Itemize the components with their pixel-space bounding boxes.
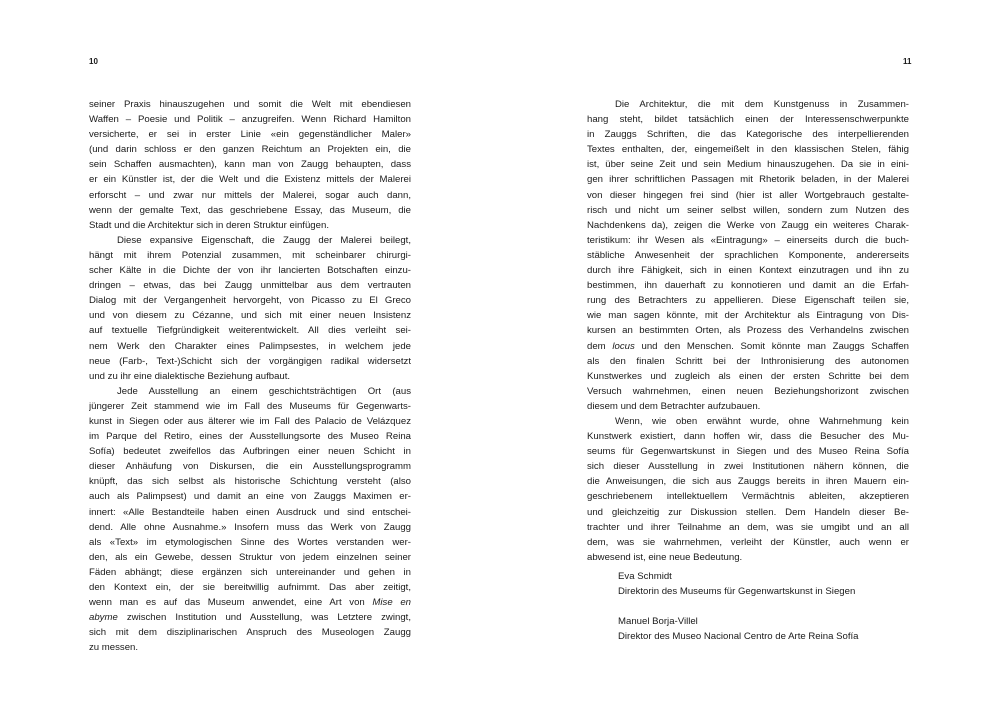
text-line: abyme zwischen Institution und Ausstellung, was Letztere zwingt, bbox=[89, 612, 411, 624]
text-line: sein Schaffen ausmachten), kann man von Zaugg behaupten, dass bbox=[89, 159, 411, 171]
text-line: Diese expansive Eigenschaft, die Zaugg der Malerei beilegt, bbox=[117, 234, 411, 246]
right-page bbox=[500, 0, 1000, 706]
signature-name: Eva Schmidt bbox=[618, 571, 672, 582]
body-text bbox=[89, 97, 411, 655]
text-line: trachter und ihrer Teilnahme an dem, was sie umgibt und an all bbox=[587, 521, 909, 533]
text-line: Jede Ausstellung an einem geschichtsträchtigen Ort (aus bbox=[117, 385, 411, 397]
text-line: Wenn, wie oben erwähnt wurde, ohne Wahrnehmung kein bbox=[615, 415, 909, 427]
text-line: Kunstwerkes und zugleich als einen der ersten Schritte bei dem bbox=[587, 370, 909, 382]
text-line: wenn man es auf das Museum anwendet, eine Art von Mise en bbox=[89, 597, 411, 609]
signature-1 bbox=[618, 569, 938, 599]
text-line: dend. Alle ohne Ausnahme.» Insofern muss das Werk von Zaugg bbox=[89, 521, 411, 533]
signature-2 bbox=[618, 614, 938, 644]
text-line: knüpft, das sich selbst als historische Schichtung versteht (also bbox=[89, 476, 411, 488]
text-line: Nachdenkens da), zeigen die Werke von Zaugg ein weiteres Charak- bbox=[587, 219, 909, 231]
text-line: als den finalen Schritt bei der Inthronisierung des autonomen bbox=[587, 355, 909, 367]
text-line: dem, was sie wahrnehmen, verleiht der Künstler, auch wenn er bbox=[587, 536, 909, 548]
paragraph bbox=[587, 97, 909, 414]
text-line: sich dieser Ausstellung in zwei Institutionen nähern können, die bbox=[587, 461, 909, 473]
text-line: dringen – etwas, das bei Zaugg unmittelbar aus dem vertrauten bbox=[89, 280, 411, 292]
paragraph bbox=[89, 233, 411, 384]
text-line: jüngerer Zeit stammend wie im Fall des Museums für Gegenwarts- bbox=[89, 400, 411, 412]
text-line: stäbliche Anwesenheit der sprachlichen Komponente, andererseits bbox=[587, 249, 909, 261]
text-line: innert: «Alle Bestandteile haben einen Ausdruck und sind entschei- bbox=[89, 506, 411, 518]
signature-title: Direktor des Museo Nacional Centro de Arte Reina Sofía bbox=[618, 631, 859, 643]
text-line: Sofía) bedeutet zweifellos das Aufbringen einer neuen Schicht in bbox=[89, 446, 411, 458]
text-line: hängt mit ihrem Potenzial zusammen, mit scheinbarer chirurgi- bbox=[89, 249, 411, 261]
text-line: in Zauggs Schriften, die das Kategorische des interpellierenden bbox=[587, 129, 909, 141]
text-line: dem locus und den Menschen. Somit könnte man Zauggs Schaffen bbox=[587, 340, 909, 352]
text-line: auf textuelle Tiefgründigkeit weiterentwickelt. All dies verleiht sei- bbox=[89, 325, 411, 337]
text-line: als «Text» im etymologischen Sinne des Wortes verstanden wer- bbox=[89, 536, 411, 548]
text-line: Die Architektur, die mit dem Kunstgenuss in Zusammen- bbox=[615, 99, 909, 110]
signature-name: Manuel Borja-Villel bbox=[618, 616, 698, 627]
text-line: (und darin schloss er den ganzen Reichtum an Projekten ein, die bbox=[89, 144, 411, 156]
text-line: kursen an bestimmten Orten, als Prozess des Verhandelns zwischen bbox=[587, 325, 909, 337]
text-line: und zu ihr eine dialektische Beziehung aufbaut. bbox=[89, 370, 291, 382]
text-line: nem Werk den Charakter eines Palimpsestes, in welchem jede bbox=[89, 340, 411, 352]
text-line: durch ihre Fähigkeit, sich in einen Kontext einzutragen und ihn zu bbox=[587, 265, 909, 277]
text-line: zu messen. bbox=[89, 642, 139, 654]
paragraph bbox=[587, 414, 909, 565]
text-line: auch als Palimpsest) und damit an eine von Zauggs Maximen er- bbox=[89, 491, 411, 503]
text-line: er ein Künstler ist, der die Welt und die Existenz mittels der Malerei bbox=[89, 174, 411, 186]
text-line: Kunstwerk existiert, dann hoffen wir, dass die Besucher des Mu- bbox=[587, 431, 909, 443]
text-line: Stadt und die Architektur sich in deren Struktur einfügen. bbox=[89, 219, 329, 231]
body-text bbox=[587, 97, 909, 565]
paragraph bbox=[89, 384, 411, 656]
text-line: Textes enthalten, der, eingemeißelt in den klassischen Stelen, fähig bbox=[587, 144, 909, 156]
text-line: erforscht – und zwar nur mittels der Malerei, sogar auch dann, bbox=[89, 189, 411, 201]
text-line: sich mit dem disziplinarischen Anspruch des Museologen Zaugg bbox=[89, 627, 411, 639]
text-line: und gleichzeitig zur Diskussion stellen. Dem Handeln dieser Be- bbox=[587, 506, 909, 518]
text-line: im Parque del Retiro, eines der Ausstellungsorte des Museo Reina bbox=[89, 431, 411, 443]
text-line: teristikum: ihr Wesen als «Eintragung» – einerseits durch die buch- bbox=[587, 234, 909, 246]
text-line: Waffen – Poesie und Politik – anzugreifen. Wenn Richard Hamilton bbox=[89, 114, 411, 126]
text-line: Versuch wahrnehmen, einen neuen Beziehungshorizont zwischen bbox=[587, 385, 909, 397]
text-line: bestimmen, ihn dauerhaft zu konnotieren und damit an die Erfah- bbox=[587, 280, 909, 292]
text-line: rung des Betrachters zu appellieren. Diese Eigenschaft teilen sie, bbox=[587, 295, 909, 307]
text-line: risch und nicht um seiner selbst willen, sondern zum Nutzen des bbox=[587, 204, 909, 216]
text-line: ist, über seine Zeit und sein Medium hinauszugehen. Da sie in eini- bbox=[587, 159, 909, 171]
paragraph bbox=[89, 97, 411, 233]
text-line: Fäden abhängt; diese ergänzen sich untereinander und gehen in bbox=[89, 566, 411, 578]
signature-title: Direktorin des Museums für Gegenwartskunst in Siegen bbox=[618, 586, 856, 598]
text-line: hang steht, bildet tatsächlich einen der Interessenschwerpunkte bbox=[587, 114, 909, 126]
text-line: die Anweisungen, die sich aus Zauggs bereits in ihren Mauern ein- bbox=[587, 476, 909, 488]
text-line: den Kontext ein, der sie bereitwillig aufnimmt. Das aber zeitigt, bbox=[89, 582, 411, 593]
text-line: seums für Gegenwartskunst in Siegen und des Museo Reina Sofía bbox=[587, 446, 909, 458]
text-line: versicherte, er sei in erster Linie «ein gegenständlicher Maler» bbox=[89, 129, 411, 141]
text-line: den, als ein Gewebe, dessen Struktur von jedem einzelnen seiner bbox=[89, 551, 411, 563]
text-line: wie man sagen könnte, mit der Architektur als Eintragung von Dis- bbox=[587, 310, 909, 322]
text-line: von dieser hingegen frei sind (hier ist aller Wortgebrauch gestalte- bbox=[587, 189, 909, 201]
text-line: geschriebenem intellektuellem Vermächtnis ableiten, akzeptieren bbox=[587, 491, 909, 503]
text-line: neue (Farb-, Text-)Schicht sich der vorgängigen radikal widersetzt bbox=[89, 355, 411, 367]
text-line: wenn der gemalte Text, das geschriebene Essay, das Museum, die bbox=[89, 204, 411, 216]
text-line: gen ihrer schriftlichen Passagen mit Rhetorik beladen, in der Malerei bbox=[587, 174, 909, 186]
text-line: Dialog mit der Vergangenheit hervorgeht, von Picasso zu El Greco bbox=[89, 295, 411, 307]
text-line: dieser Anhäufung von Diskursen, die ein Ausstellungsprogramm bbox=[89, 461, 411, 473]
page-number: 10 bbox=[89, 57, 98, 66]
text-line: diesem und dem Betrachter aufzubauen. bbox=[587, 400, 761, 412]
page-number: 11 bbox=[903, 57, 912, 66]
text-line: scher Kälte in die Dichte der von ihr lancierten Botschaften einzu- bbox=[89, 265, 411, 277]
text-line: seiner Praxis hinauszugehen und somit die Welt mit ebendiesen bbox=[89, 99, 411, 110]
text-line: und von diesem zu Cézanne, und sich mit einer neuen Insistenz bbox=[89, 310, 411, 322]
text-line: abwesend ist, eine neue Bedeutung. bbox=[587, 551, 743, 563]
text-line: kunst in Siegen oder aus älterer wie im Fall des Palacio de Velázquez bbox=[89, 415, 411, 427]
